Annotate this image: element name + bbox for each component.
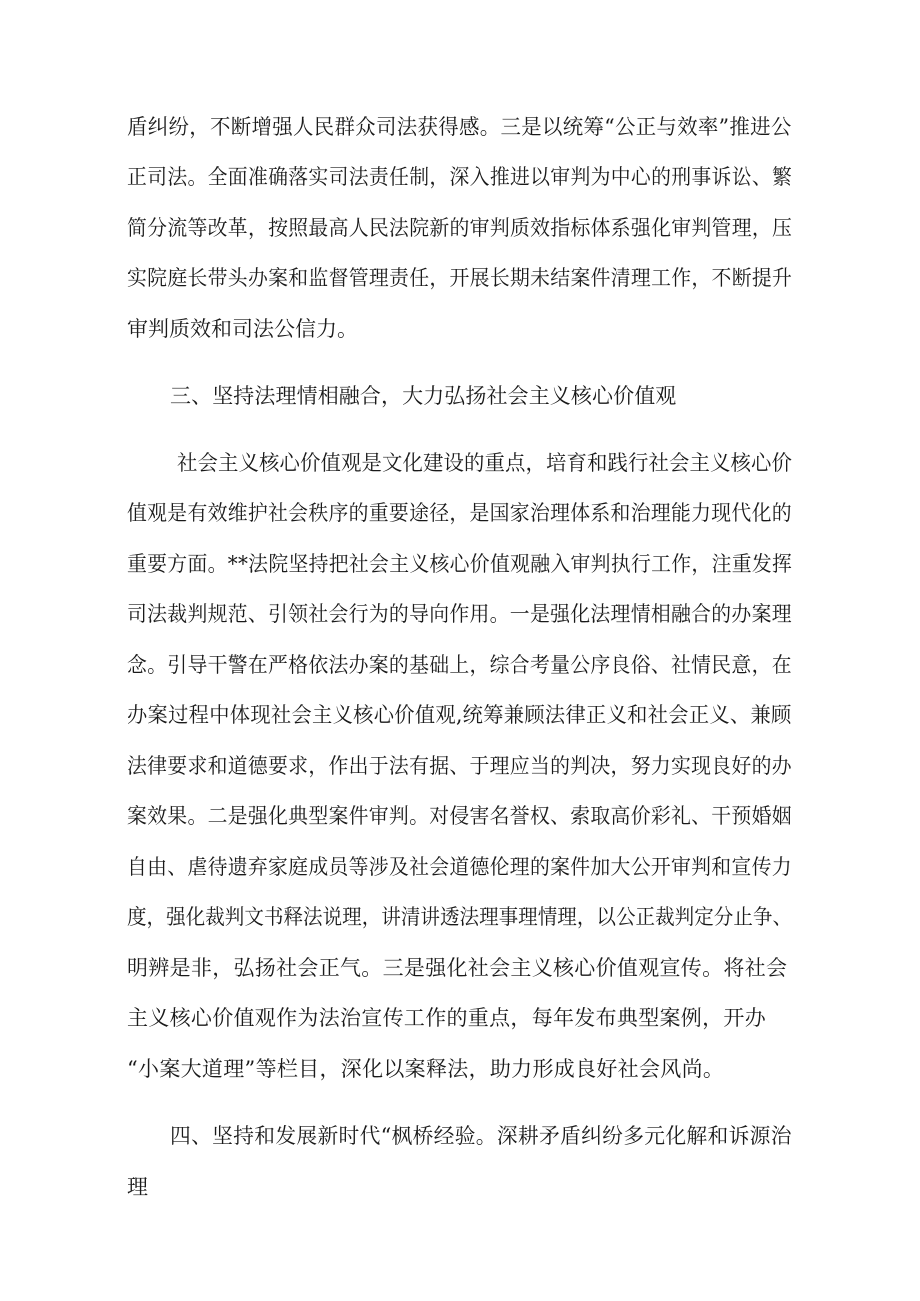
text-line [0,443,920,483]
text-line [0,258,920,298]
line-text: 重要方面。**法院坚持把社会主义核心价值观融入审判执行工作，注重发挥 [127,552,793,576]
line-text: 主义核心价值观作为法治宣传工作的重点，每年发布典型案例，开办 [127,1006,766,1030]
text-line [0,645,920,685]
text-line [0,1049,920,1089]
line-text: 正司法。全面准确落实司法责任制，深入推进以审判为中心的刑事诉讼、繁 [127,165,793,189]
text-line [0,157,920,197]
line-text: 盾纠纷，不断增强人民群众司法获得感。三是以统筹“公正与效率”推进公 [127,115,792,139]
section-heading [0,376,920,416]
section-heading [0,1116,920,1156]
text-line [0,208,920,248]
text-line [0,544,920,584]
line-text: 法律要求和道德要求，作出于法有据、于理应当的判决，努力实现良好的办 [127,754,792,778]
text-line [0,107,920,147]
section-heading-text: 四、坚持和发展新时代“枫桥经验。深耕矛盾纠纷多元化解和诉源治 [170,1124,792,1148]
text-line [0,493,920,533]
line-text: 自由、虐待遗弃家庭成员等涉及社会道德伦理的案件加大公开审判和宣传力 [127,855,792,879]
line-text: 案效果。二是强化典型案件审判。对侵害名誉权、索取高价彩礼、干预婚姻 [127,804,792,828]
line-text: 司法裁判规范、引领社会行为的导向作用。一是强化法理情相融合的办案理 [127,602,792,626]
line-text: 审判质效和司法公信力。 [127,317,358,341]
text-line [0,897,920,937]
line-text: 办案过程中体现社会主义核心价值观,统筹兼顾法律正义和社会正义、兼顾 [127,703,792,727]
section-heading-continuation [0,1167,920,1207]
line-text: “小案大道理”等栏目，深化以案释法，助力形成良好社会风尚。 [127,1057,725,1081]
text-line [0,746,920,786]
line-text: 度，强化裁判文书释法说理，讲清讲透法理事理情理，以公正裁判定分止争、 [127,905,793,929]
line-text: 值观是有效维护社会秩序的重要途径，是国家治理体系和治理能力现代化的 [127,501,792,525]
text-line [0,695,920,735]
line-text: 明辨是非，弘扬社会正气。三是强化社会主义核心价值观宣传。将社会 [127,956,788,980]
line-text: 念。引导干警在严格依法办案的基础上，综合考量公序良俗、社情民意，在 [127,653,792,677]
section-heading-text: 理 [127,1175,148,1199]
text-line [0,309,920,349]
line-text: 社会主义核心价值观是文化建设的重点，培育和践行社会主义核心价 [177,451,793,475]
section-heading-text: 三、坚持法理情相融合，大力弘扬社会主义核心价值观 [170,384,677,408]
text-line [0,594,920,634]
text-line [0,948,920,988]
text-line [0,998,920,1038]
text-line [0,847,920,887]
text-line [0,796,920,836]
line-text: 简分流等改革，按照最高人民法院新的审判质效指标体系强化审判管理，压 [127,216,793,240]
line-text: 实院庭长带头办案和监督管理责任，开展长期未结案件清理工作，不断提升 [127,266,793,290]
